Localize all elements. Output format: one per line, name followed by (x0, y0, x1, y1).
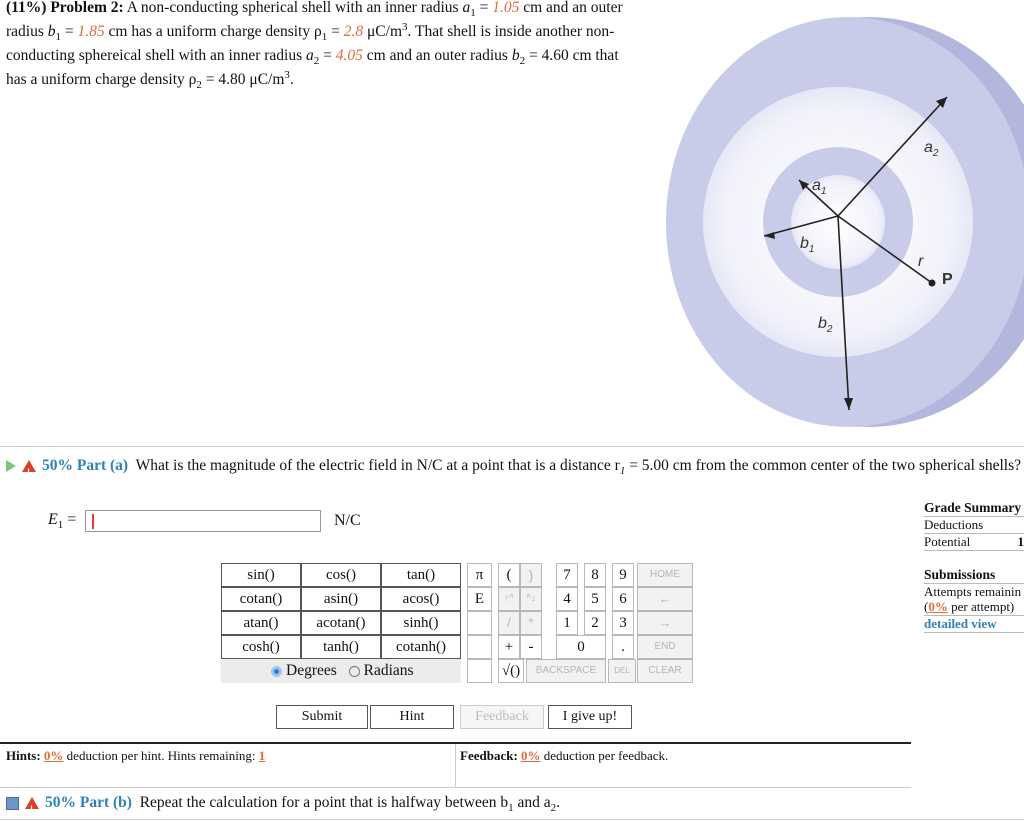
hint-button[interactable]: Hint (370, 705, 454, 729)
cotanh-button[interactable]: cotanh() (381, 635, 461, 659)
digit-6-button[interactable]: 6 (612, 587, 634, 611)
problem-text: cm and an outer radius (6, 0, 623, 40)
problem-text: A non-conducting spherical shell with an inner radius (126, 0, 463, 16)
multiply-button[interactable]: * (520, 611, 542, 635)
a1-value: 1.05 (492, 0, 520, 16)
blank-key (467, 635, 492, 659)
grade-summary (924, 500, 1024, 633)
label-b1: $b_1$ (800, 235, 815, 255)
problem-text: = 4.80 μC/m (201, 71, 285, 88)
b1-value: 1.85 (77, 23, 105, 40)
label-r: r (918, 253, 924, 270)
warning-icon (25, 797, 39, 809)
plus-button[interactable]: + (498, 635, 520, 659)
problem-text: . (289, 71, 294, 88)
down-button[interactable]: ^↓ (520, 587, 542, 611)
rho1-value: 2.8 (343, 23, 364, 40)
digit-0-button[interactable]: 0 (556, 635, 606, 659)
hints-remaining: 1 (258, 748, 266, 763)
part-b-question[interactable]: !50% Part (b) Repeat the calculation for a point that is halfway between $b_1$ and $a_2$. (6, 792, 560, 814)
lparen-button[interactable]: ( (498, 563, 520, 587)
sinh-button[interactable]: sinh() (381, 611, 461, 635)
acotan-button[interactable]: acotan() (301, 611, 381, 635)
problem-text: = 4.60 cm that has a uniform charge density (6, 47, 619, 88)
cotan-button[interactable]: cotan() (221, 587, 301, 611)
degrees-radio[interactable] (271, 666, 282, 677)
digit-4-button[interactable]: 4 (556, 587, 578, 611)
angle-mode (221, 659, 461, 683)
hints-feedback-bar (0, 742, 911, 788)
problem-label: (11%) Problem 2: (6, 0, 124, 16)
acos-button[interactable]: acos() (381, 587, 461, 611)
digit-9-button[interactable]: 9 (612, 563, 634, 587)
pi-button[interactable]: π (467, 563, 492, 587)
radians-label: Radians (363, 662, 414, 679)
e-button[interactable]: E (467, 587, 492, 611)
label-a2: $a_2$ (924, 139, 939, 159)
backspace-button[interactable]: BACKSPACE (526, 659, 606, 683)
collapse-box-icon[interactable] (6, 797, 19, 810)
up-button[interactable]: ↑^ (498, 587, 520, 611)
radians-radio[interactable] (349, 666, 360, 677)
problem-text: cm has a uniform charge density (104, 23, 314, 40)
cos-button[interactable]: cos() (301, 563, 381, 587)
warning-icon (22, 460, 36, 472)
part-a-title: Part (a) (76, 457, 129, 474)
decimal-button[interactable]: . (612, 635, 634, 659)
digit-3-button[interactable]: 3 (612, 611, 634, 635)
tanh-button[interactable]: tanh() (301, 635, 381, 659)
divider (0, 446, 1024, 447)
tan-button[interactable]: tan() (381, 563, 461, 587)
problem-text: μC/m (363, 23, 402, 40)
digit-1-button[interactable]: 1 (556, 611, 578, 635)
problem-text: cm and an outer radius (362, 47, 512, 64)
part-a-pct: 50% (42, 457, 73, 474)
end-button[interactable]: END (637, 635, 693, 659)
label-a1: $a_1$ (812, 177, 827, 197)
part-b-title: Part (b) (79, 794, 132, 811)
label-p: P (942, 271, 953, 288)
grade-summary-title: Grade Summary (924, 500, 1022, 515)
blank-key (467, 611, 492, 635)
rparen-button[interactable]: ) (520, 563, 542, 587)
sqrt-button[interactable]: √() (498, 659, 524, 683)
answer-unit: N/C (334, 512, 361, 529)
atan-button[interactable]: atan() (221, 611, 301, 635)
part-a-question: !50% Part (a) What is the magnitude of the electric field in N/C at a point that is a distance $r_1 = 5.00$ cm from the common center of the two spherical shells? (6, 455, 1024, 477)
divide-button[interactable]: / (498, 611, 520, 635)
feedback-button[interactable]: Feedback (460, 705, 544, 729)
digit-5-button[interactable]: 5 (584, 587, 606, 611)
digit-2-button[interactable]: 2 (584, 611, 606, 635)
part-a-text2: = 5.00 cm from the common center of the two spherical shells? (625, 457, 1022, 474)
part-b-pct: 50% (45, 794, 76, 811)
asin-button[interactable]: asin() (301, 587, 381, 611)
digit-8-button[interactable]: 8 (584, 563, 606, 587)
feedback-info: Feedback: 0% deduction per feedback. (460, 748, 669, 763)
submit-button[interactable]: Submit (276, 705, 368, 729)
potential-value: 1 (1017, 534, 1024, 549)
answer-label: $E_1$ = (48, 511, 77, 532)
digit-7-button[interactable]: 7 (556, 563, 578, 587)
left-arrow-button[interactable]: ← (637, 587, 693, 611)
bottom-divider (0, 819, 1024, 820)
attempts-remaining: Attempts remainin (924, 584, 1022, 599)
clear-button[interactable]: CLEAR (637, 659, 693, 683)
per-attempt: (0% per attempt) (924, 599, 1015, 614)
home-button[interactable]: HOME (637, 563, 693, 587)
minus-button[interactable]: - (520, 635, 542, 659)
part-b-text: . (556, 794, 561, 811)
expand-triangle-icon[interactable] (6, 460, 16, 472)
hints-info: Hints: 0% deduction per hint. Hints remaining: 1 (6, 748, 266, 763)
deductions-label: Deductions (924, 517, 984, 532)
answer-input[interactable] (85, 510, 321, 532)
degrees-label: Degrees (286, 662, 337, 679)
sin-button[interactable]: sin() (221, 563, 301, 587)
part-b-text: Repeat the calculation for a point that is halfway between b (139, 794, 509, 811)
part-a-text: What is the magnitude of the electric field in N/C at a point that is a distance r (135, 457, 620, 474)
problem-text: . That shell is inside another non-conducting sphereical shell with an inner radius (6, 23, 615, 64)
cosh-button[interactable]: cosh() (221, 635, 301, 659)
blank-key (467, 659, 492, 683)
problem-statement: (11%) Problem 2: A non-conducting spherical shell with an inner radius $a_1 = 1.05$ cm and an outer radius $b_1 = 1.85$ cm has a uniform charge density $\rho_1 = 2.8$ $\mu C/m^3$. That shell is inside another non-conducting sphereical shell with an inner radius $a_2 = 4.05$ cm and an outer radius $b_2 = 4.60$ cm that has a uniform charge density $\rho_2 = 4.80$ $\mu C/m^3$. (6, 0, 623, 92)
a2-value: 4.05 (335, 47, 363, 64)
submissions-title: Submissions (924, 567, 996, 582)
spherical-shells-figure (640, 0, 1024, 440)
detailed-view-link[interactable]: detailed view (924, 616, 997, 631)
part-b-text: and a (513, 794, 551, 811)
label-b2: $b_2$ (818, 315, 833, 335)
right-arrow-button[interactable]: → (637, 611, 693, 635)
del-button[interactable]: DEL (608, 659, 636, 683)
give-up-button[interactable]: I give up! (548, 705, 632, 729)
potential-label: Potential (924, 534, 971, 549)
